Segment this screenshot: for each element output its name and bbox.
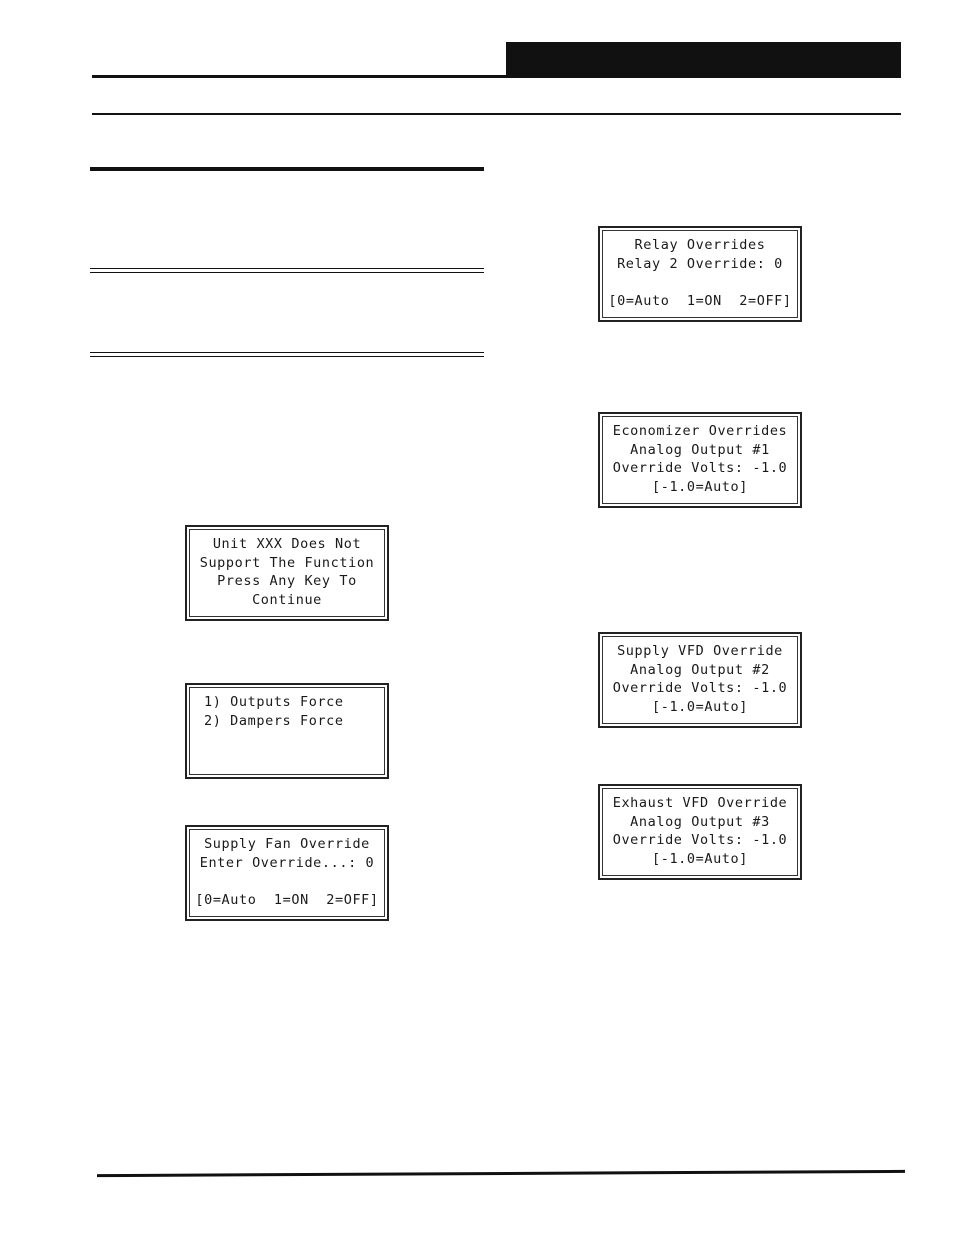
lcd-line: [0=Auto 1=ON 2=OFF]: [608, 293, 792, 310]
note-bottom-rule-2: [90, 356, 484, 357]
lcd-line: Press Any Key To: [217, 573, 357, 590]
lcd-line: [0=Auto 1=ON 2=OFF]: [195, 892, 379, 909]
menu-item-outputs-force: 1) Outputs Force: [204, 694, 344, 710]
lcd-line: Supply VFD Override: [617, 643, 783, 659]
lcd-line: Enter Override...: 0: [199, 854, 375, 871]
lcd-line: Supply Fan Override: [204, 836, 370, 852]
lcd-line: [-1.0=Auto]: [651, 851, 748, 868]
note-bottom-rule-1: [90, 352, 484, 353]
lcd-line: [-1.0=Auto]: [651, 699, 748, 716]
lcd-line: Override Volts: -1.0: [612, 460, 788, 477]
lcd-line: Unit XXX Does Not: [212, 536, 362, 552]
lcd-supply-fan-override: [185, 825, 389, 921]
lcd-force-menu: [185, 683, 389, 779]
lcd-line: Relay 2 Override: 0: [617, 255, 783, 272]
lcd-line: Override Volts: -1.0: [612, 680, 788, 697]
lcd-line: Exhaust VFD Override: [612, 795, 788, 811]
header-bottom-rule: [92, 113, 901, 115]
note-top-rule-1: [90, 268, 484, 269]
lcd-line: [192, 749, 382, 768]
lcd-line: [192, 872, 382, 891]
lcd-line: Continue: [252, 592, 322, 609]
lcd-line: Analog Output #2: [630, 661, 770, 678]
lcd-supply-vfd-override: [598, 632, 802, 728]
lcd-line: Support The Function: [199, 554, 375, 571]
lcd-line: Analog Output #3: [630, 813, 770, 830]
lcd-exhaust-vfd-override: [598, 784, 802, 880]
section-heading-rule: [90, 167, 484, 171]
lcd-line: Override Volts: -1.0: [612, 832, 788, 849]
footer-rule: [97, 1170, 905, 1177]
lcd-line: [605, 273, 795, 292]
lcd-line: [-1.0=Auto]: [651, 479, 748, 496]
lcd-line: Relay Overrides: [634, 237, 766, 253]
menu-item-dampers-force: 2) Dampers Force: [204, 712, 344, 729]
lcd-unit-not-supported: [185, 525, 389, 621]
lcd-line: [192, 730, 382, 749]
header-tab-block: [506, 42, 901, 78]
note-top-rule-2: [90, 272, 484, 273]
lcd-line: Analog Output #1: [630, 441, 770, 458]
lcd-line: Economizer Overrides: [612, 423, 788, 439]
lcd-economizer-overrides: [598, 412, 802, 508]
header-top-rule: [92, 75, 901, 78]
lcd-relay-overrides: [598, 226, 802, 322]
